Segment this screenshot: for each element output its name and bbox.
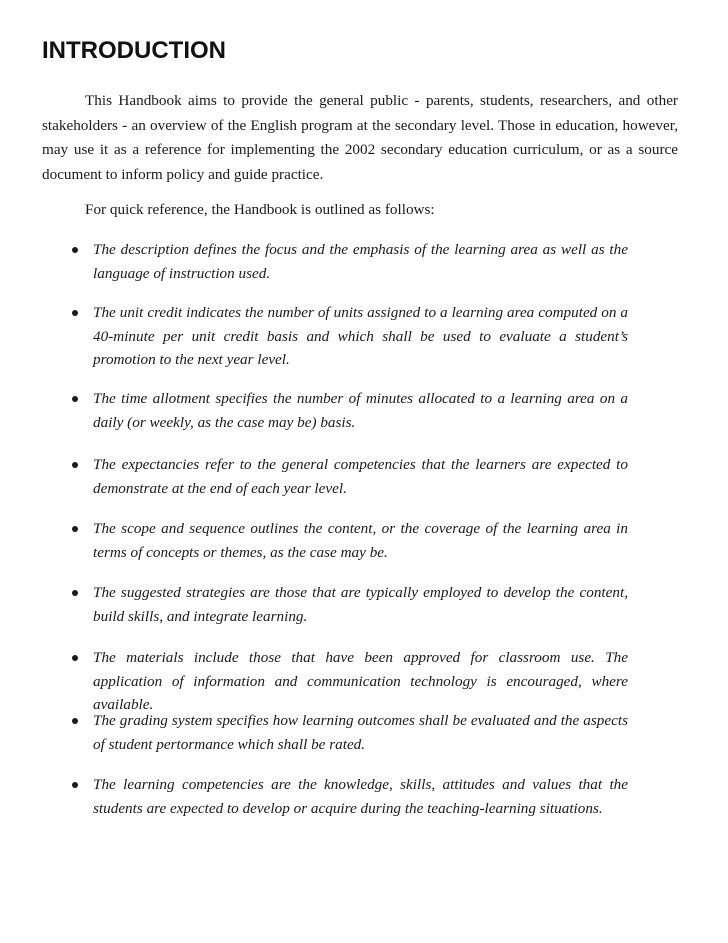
list-item-text: The time allotment specifies the number of minutes allocated to a learning area on a daily (or weekly, as the case may be) basis. [93, 390, 628, 431]
list-item-materials [72, 646, 628, 717]
bullet-icon [72, 247, 78, 253]
bullet-icon [72, 462, 78, 468]
list-item-text: The unit credit indicates the number of units assigned to a learning area computed on a 40-minute per unit credit basis and which shall be used to evaluate a student’s promotion to the next year level. [93, 304, 628, 368]
list-item-scope-and-sequence [72, 517, 628, 564]
lead-sentence: For quick reference, the Handbook is outlined as follows: [85, 201, 435, 218]
bullet-icon [72, 655, 78, 661]
bullet-icon [72, 590, 78, 596]
list-item-text: The grading system specifies how learning outcomes shall be evaluated and the aspects of student pertormance which shall be rated. [93, 712, 628, 753]
intro-paragraph: This Handbook aims to provide the general public - parents, students, researchers, and other stakeholders - an overview of the English program at the secondary level. Those in education, however, may use it as a reference for implementing the 2002 secondary education curriculum, or as a source document to inform policy and guide practice. [42, 92, 678, 183]
list-item-learning-competencies [72, 773, 628, 820]
list-item-text: The expectancies refer to the general competencies that the learners are expected to demonstrate at the end of each year level. [93, 456, 628, 497]
list-item-time-allotment [72, 387, 628, 434]
bullet-icon [72, 782, 78, 788]
list-item-unit-credit [72, 301, 628, 372]
list-item-description [72, 238, 628, 285]
list-item-suggested-strategies [72, 581, 628, 628]
list-item-grading-system [72, 709, 628, 756]
page-title: INTRODUCTION [42, 37, 226, 64]
list-item-text: The scope and sequence outlines the content, or the coverage of the learning area in terms of concepts or themes, as the case may be. [93, 520, 628, 561]
bullet-icon [72, 718, 78, 724]
list-item-text: The learning competencies are the knowledge, skills, attitudes and values that the students are expected to develop or acquire during the teaching-learning situations. [93, 776, 628, 817]
bullet-icon [72, 396, 78, 402]
list-item-text: The description defines the focus and the emphasis of the learning area as well as the language of instruction used. [93, 241, 628, 282]
list-item-text: The materials include those that have been approved for classroom use. The application of information and communication technology is encouraged, where available. [93, 649, 628, 713]
list-item-text: The suggested strategies are those that are typically employed to develop the content, build skills, and integrate learning. [93, 584, 628, 625]
bullet-icon [72, 310, 78, 316]
bullet-icon [72, 526, 78, 532]
list-item-expectancies [72, 453, 628, 500]
